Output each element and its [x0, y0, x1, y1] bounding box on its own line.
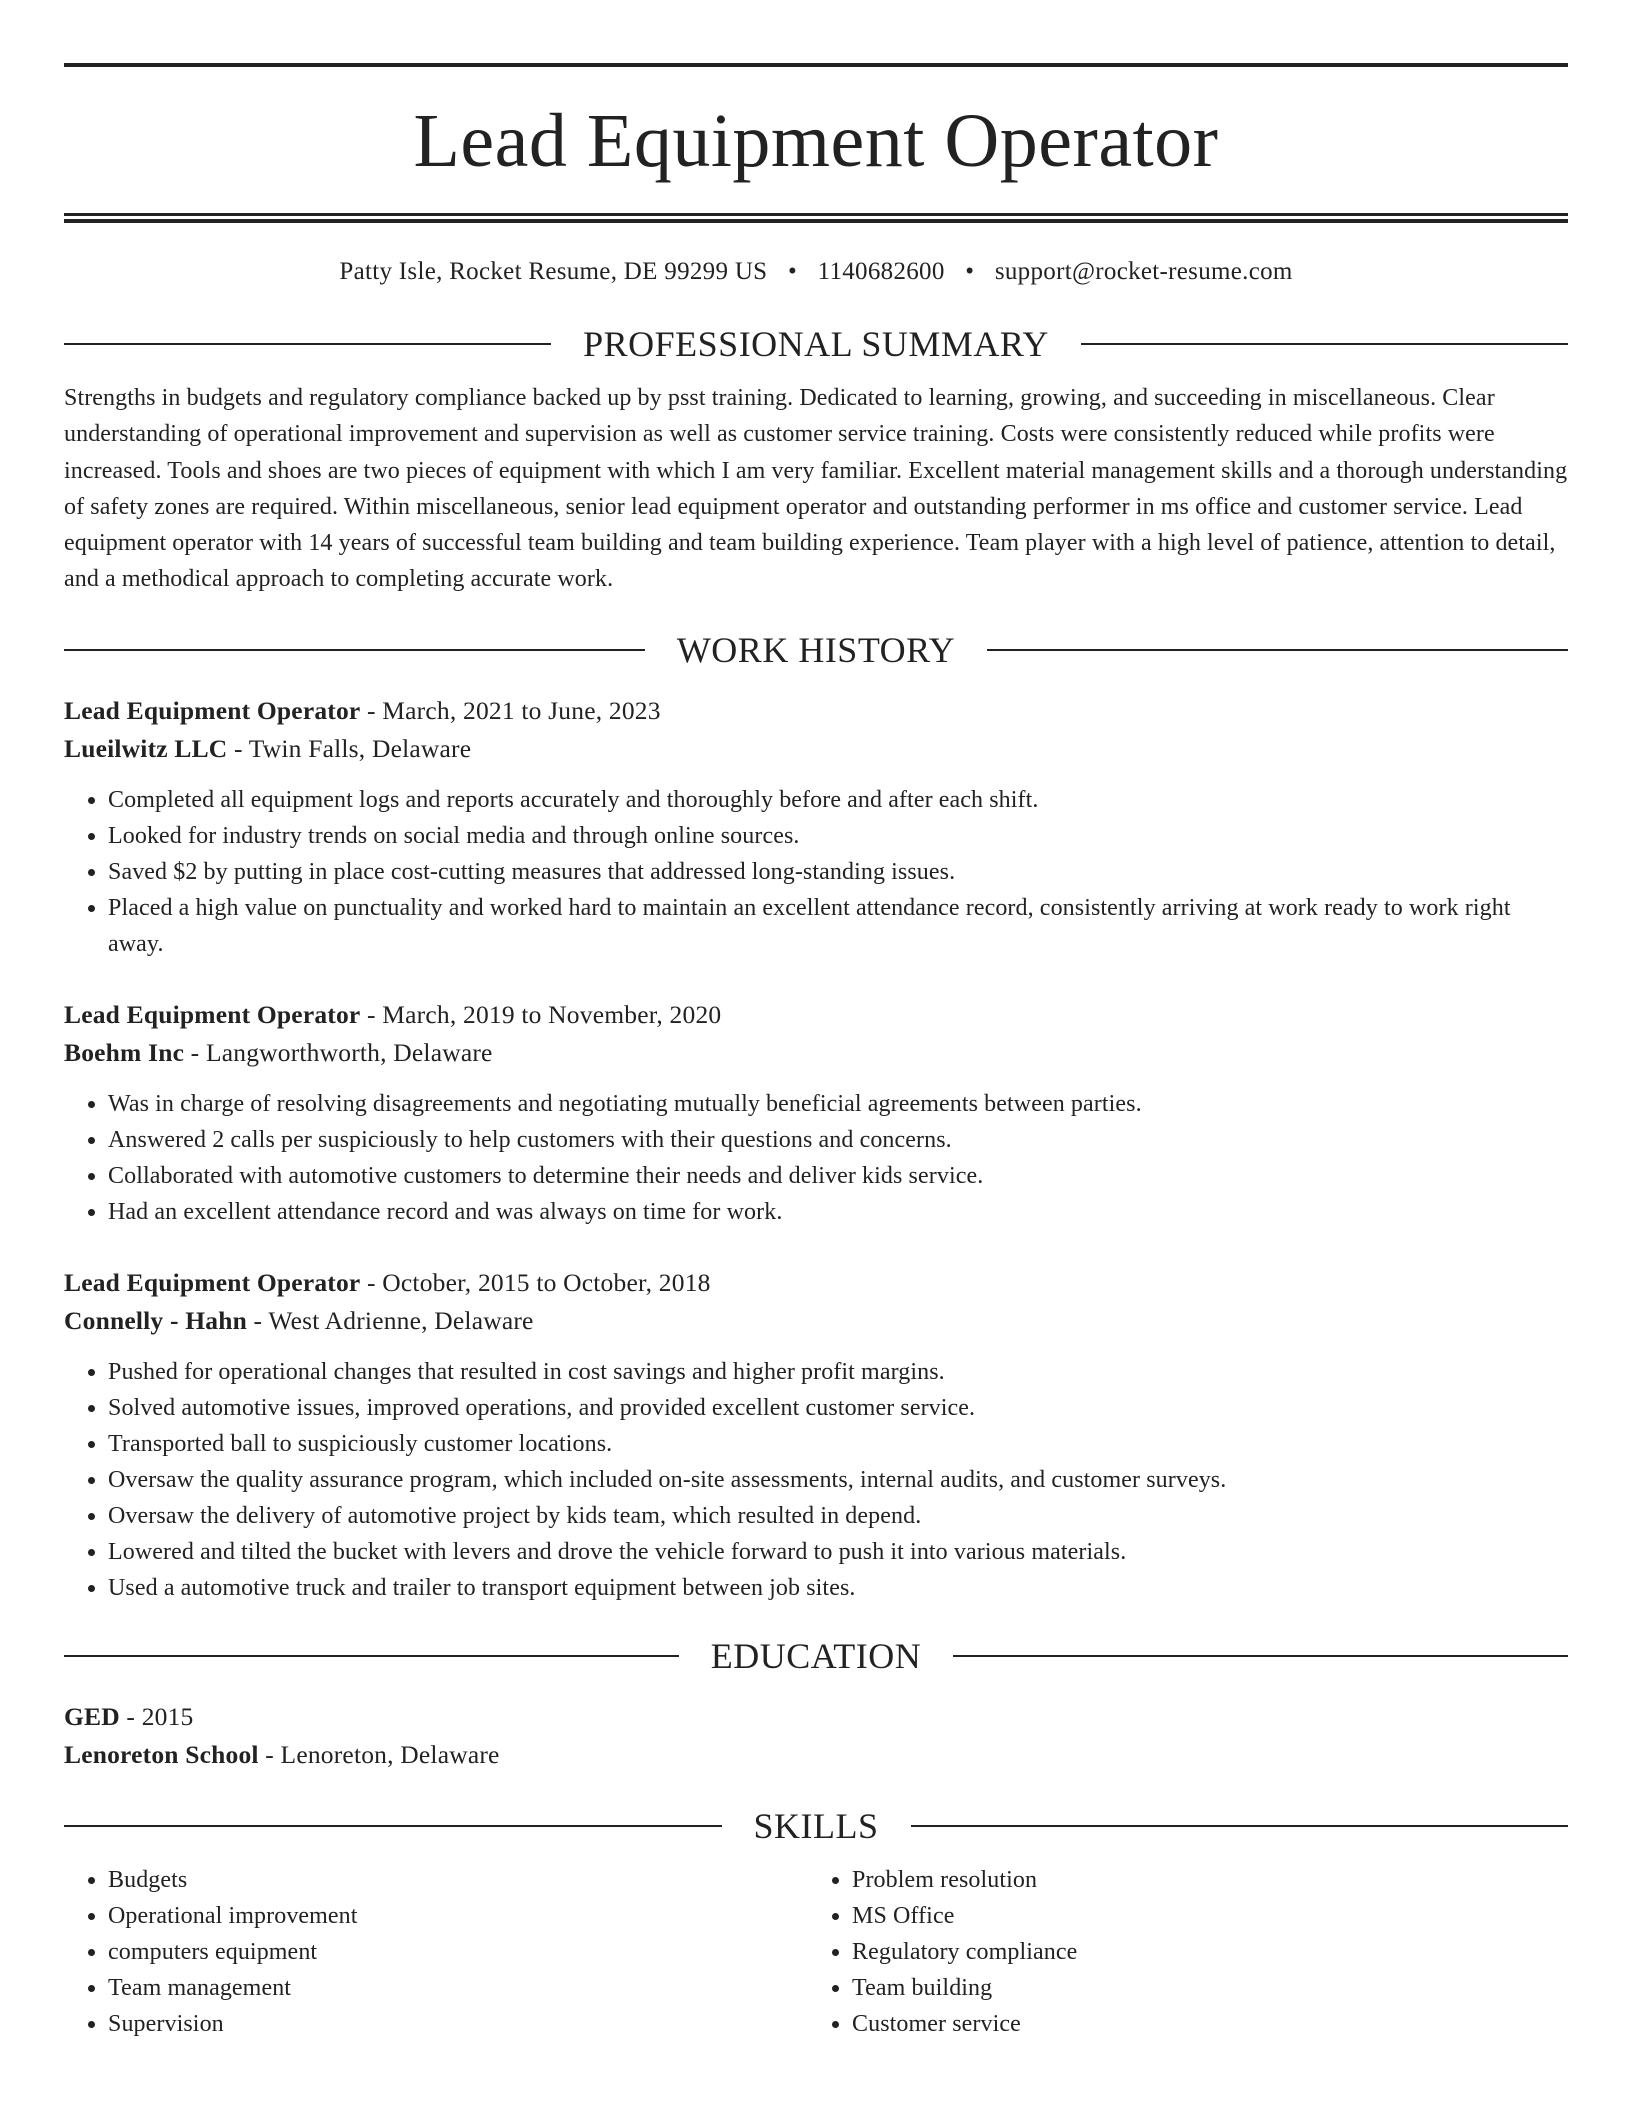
skill-item: • Customer service [852, 2006, 1552, 2042]
list-item: • Pushed for operational changes that resulted in cost savings and higher profit margins. [108, 1354, 1568, 1390]
skill-item: • Team management [108, 1970, 808, 2006]
list-item: • Completed all equipment logs and reports accurately and thoroughly before and after each shift. [108, 782, 1568, 818]
list-item: • Transported ball to suspiciously customer locations. [108, 1426, 1568, 1462]
skill-item: • computers equipment [108, 1934, 808, 1970]
list-item: • Oversaw the delivery of automotive project by kids team, which resulted in depend. [108, 1498, 1568, 1534]
list-item: • Was in charge of resolving disagreements and negotiating mutually beneficial agreements between parties. [108, 1086, 1568, 1122]
job-location: - Twin Falls, Delaware [227, 733, 472, 763]
job-location: - Langworthworth, Delaware [184, 1037, 493, 1067]
list-item: • Answered 2 calls per suspiciously to help customers with their questions and concerns. [108, 1122, 1568, 1158]
job-title-line [64, 1264, 1568, 1302]
contact-line [64, 256, 1568, 288]
section-title: EDUCATION [710, 1635, 922, 1676]
contact-phone: 1140682600 [817, 258, 945, 285]
list-item: • Oversaw the quality assurance program, which included on-site assessments, internal audits, and customer surveys. [108, 1462, 1568, 1498]
job-dates: - March, 2021 to June, 2023 [360, 695, 661, 725]
job-company-line [64, 730, 1568, 768]
heading-rule [64, 1825, 722, 1827]
education-school-line [64, 1736, 1568, 1774]
job-title: Lead Equipment Operator [64, 999, 361, 1029]
list-item: • Used a automotive truck and trailer to transport equipment between job sites. [108, 1570, 1568, 1606]
job-entry [64, 1264, 1568, 1606]
skill-item: • Operational improvement [108, 1898, 808, 1934]
skill-item: • Supervision [108, 2006, 808, 2042]
job-title: Lead Equipment Operator [64, 1267, 361, 1297]
skills-column-right [808, 1862, 1552, 2042]
resume-name: Lead Equipment Operator [413, 99, 1219, 183]
job-dates: - October, 2015 to October, 2018 [360, 1267, 711, 1297]
list-item: • Looked for industry trends on social media and through online sources. [108, 818, 1568, 854]
job-title-line [64, 996, 1568, 1034]
education-location: - Lenoreton, Delaware [258, 1739, 500, 1769]
section-heading-summary [64, 322, 1568, 366]
job-company-line [64, 1034, 1568, 1072]
job-company: Lueilwitz LLC [64, 733, 228, 763]
heading-rule [1081, 343, 1568, 345]
job-company-line [64, 1302, 1568, 1340]
double-rule [64, 213, 1568, 223]
job-entry [64, 692, 1568, 962]
skills-list [64, 1862, 1568, 2042]
education-degree-line [64, 1698, 1568, 1736]
contact-address: Patty Isle, Rocket Resume, DE 99299 US [339, 258, 768, 285]
top-rule [64, 63, 1568, 67]
summary-text: Strengths in budgets and regulatory compliance backed up by psst training. Dedicated to learning, growing, and succeeding in miscellaneous. Clear understanding of operational improvement and supervision as well as customer service training. Costs were consistently reduced while profits were increased. Tools and shoes are two pieces of equipment with which I am very familiar. Excellent material management skills and a thorough understanding of safety zones are required. Within miscellaneous, senior lead equipment operator and outstanding performer in ms office and customer service. Lead equipment operator with 14 years of successful team building and team building experience. Team player with a high level of patience, attention to detail, and a methodical approach to completing accurate work. [64, 385, 1568, 593]
heading-rule [911, 1825, 1569, 1827]
section-heading-work-history [64, 628, 1568, 672]
list-item: • Placed a high value on punctuality and worked hard to maintain an excellent attendance record, consistently arriving at work ready to work right away. [108, 890, 1568, 962]
skill-item: • Team building [852, 1970, 1552, 2006]
job-title: Lead Equipment Operator [64, 695, 361, 725]
section-heading-skills [64, 1804, 1568, 1848]
job-bullets [64, 1086, 1568, 1230]
job-bullets [64, 782, 1568, 962]
list-item: • Had an excellent attendance record and was always on time for work. [108, 1194, 1568, 1230]
job-entry [64, 996, 1568, 1230]
section-heading-education [64, 1634, 1568, 1678]
section-title: WORK HISTORY [676, 629, 956, 670]
list-item: • Saved $2 by putting in place cost-cutting measures that addressed long-standing issues. [108, 854, 1568, 890]
list-item: • Collaborated with automotive customers to determine their needs and deliver kids service. [108, 1158, 1568, 1194]
job-bullets [64, 1354, 1568, 1606]
job-dates: - March, 2019 to November, 2020 [360, 999, 722, 1029]
section-title: SKILLS [753, 1805, 879, 1846]
skill-item: • Regulatory compliance [852, 1934, 1552, 1970]
education-entry [64, 1698, 1568, 1774]
skills-column-left [64, 1862, 808, 2042]
skill-item: • Problem resolution [852, 1862, 1552, 1898]
heading-rule [953, 1655, 1568, 1657]
heading-rule [987, 649, 1568, 651]
heading-rule [64, 343, 551, 345]
education-degree: GED [64, 1701, 120, 1731]
job-location: - West Adrienne, Delaware [246, 1305, 534, 1335]
job-title-line [64, 692, 1568, 730]
contact-email: support@rocket-resume.com [994, 258, 1293, 285]
job-company: Connelly - Hahn [64, 1305, 247, 1335]
skill-item: • MS Office [852, 1898, 1552, 1934]
contact-separator: • [965, 258, 975, 285]
contact-separator: • [787, 258, 798, 285]
education-year: - 2015 [119, 1701, 194, 1731]
heading-rule [64, 649, 645, 651]
education-school: Lenoreton School [64, 1739, 259, 1769]
list-item: • Lowered and tilted the bucket with levers and drove the vehicle forward to push it into various materials. [108, 1534, 1568, 1570]
heading-rule [64, 1655, 679, 1657]
list-item: • Solved automotive issues, improved operations, and provided excellent customer service. [108, 1390, 1568, 1426]
section-title: PROFESSIONAL SUMMARY [583, 324, 1049, 364]
skill-item: • Budgets [108, 1862, 808, 1898]
job-company: Boehm Inc [64, 1037, 185, 1067]
